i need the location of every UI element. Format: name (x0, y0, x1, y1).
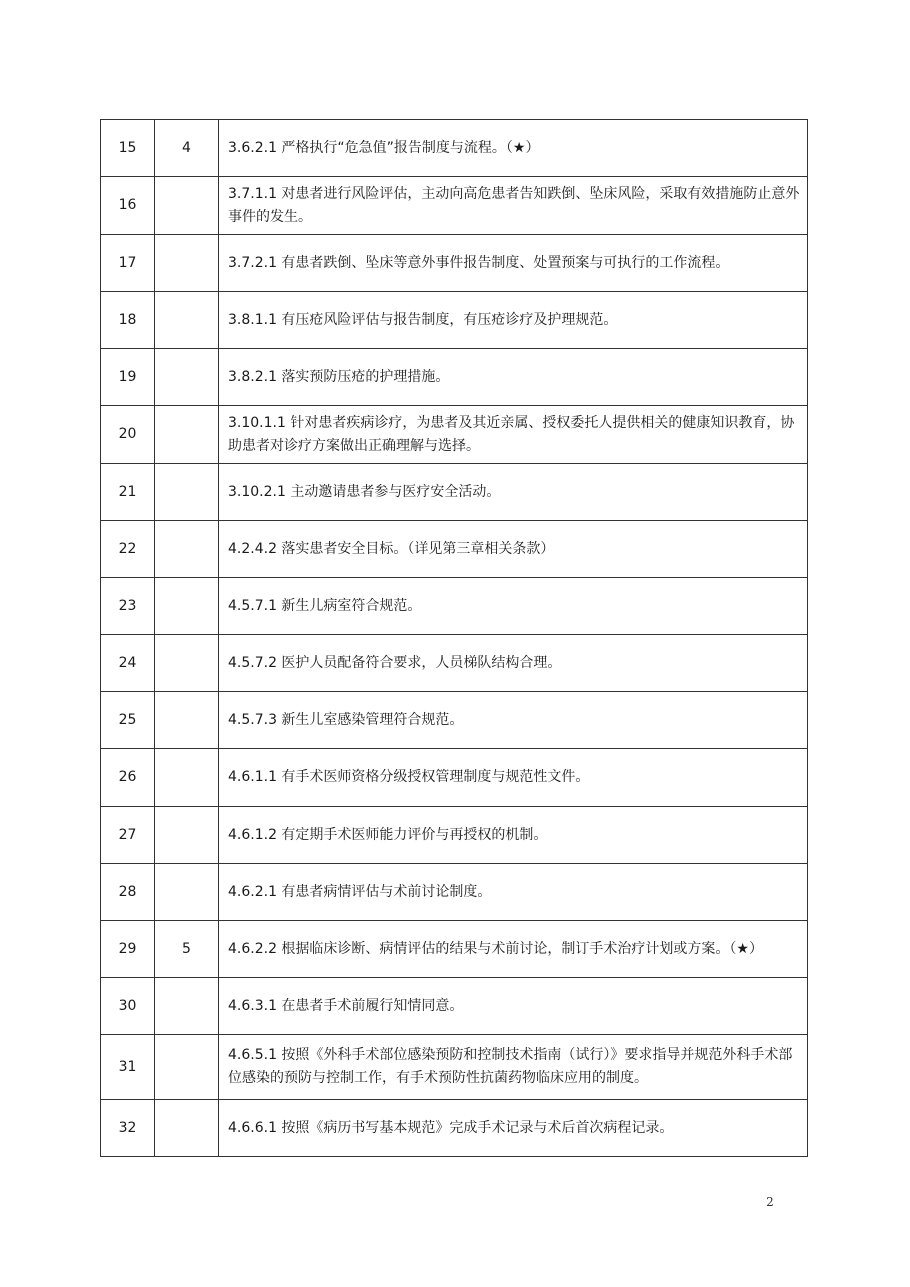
row-score-cell (155, 1035, 219, 1100)
row-number-cell: 31 (101, 1035, 155, 1100)
row-clause-cell: 4.6.2.1 有患者病情评估与术前讨论制度。 (219, 864, 808, 921)
row-number-cell: 30 (101, 978, 155, 1035)
row-clause-cell: 3.7.2.1 有患者跌倒、坠床等意外事件报告制度、处置预案与可执行的工作流程。 (219, 235, 808, 292)
table-row (101, 749, 808, 807)
row-clause-cell: 3.10.2.1 主动邀请患者参与医疗安全活动。 (219, 464, 808, 521)
row-score-cell (155, 521, 219, 578)
table-row (101, 978, 808, 1035)
row-score-cell (155, 635, 219, 692)
row-score-cell (155, 578, 219, 635)
table-row (101, 635, 808, 692)
table-row (101, 406, 808, 464)
row-number-cell: 32 (101, 1100, 155, 1157)
row-number-cell: 19 (101, 349, 155, 406)
table-row (101, 921, 808, 978)
row-number-cell: 21 (101, 464, 155, 521)
row-score-cell (155, 464, 219, 521)
row-clause-cell: 4.6.2.2 根据临床诊断、病情评估的结果与术前讨论，制订手术治疗计划或方案。（★） (219, 921, 808, 978)
row-clause-cell: 4.6.5.1 按照《外科手术部位感染预防和控制技术指南（试行）》要求指导并规范外科手术部位感染的预防与控制工作，有手术预防性抗菌药物临床应用的制度。 (219, 1035, 808, 1100)
row-score-cell (155, 692, 219, 749)
standards-table-body (101, 120, 808, 1157)
table-row (101, 177, 808, 235)
row-number-cell: 18 (101, 292, 155, 349)
row-score-cell (155, 349, 219, 406)
row-clause-cell: 4.6.3.1 在患者手术前履行知情同意。 (219, 978, 808, 1035)
row-score-cell (155, 1100, 219, 1157)
row-number-cell: 17 (101, 235, 155, 292)
row-number-cell: 20 (101, 406, 155, 464)
row-clause-cell: 4.2.4.2 落实患者安全目标。（详见第三章相关条款） (219, 521, 808, 578)
row-clause-cell: 3.10.1.1 针对患者疾病诊疗，为患者及其近亲属、授权委托人提供相关的健康知识教育，协助患者对诊疗方案做出正确理解与选择。 (219, 406, 808, 464)
table-row (101, 864, 808, 921)
row-number-cell: 15 (101, 120, 155, 177)
table-row (101, 235, 808, 292)
row-number-cell: 16 (101, 177, 155, 235)
row-score-cell (155, 749, 219, 807)
table-row (101, 807, 808, 864)
row-clause-cell: 4.6.1.1 有手术医师资格分级授权管理制度与规范性文件。 (219, 749, 808, 807)
row-score-cell (155, 978, 219, 1035)
row-number-cell: 26 (101, 749, 155, 807)
standards-table (100, 119, 808, 1157)
row-clause-cell: 4.6.1.2 有定期手术医师能力评价与再授权的机制。 (219, 807, 808, 864)
row-clause-cell: 3.7.1.1 对患者进行风险评估，主动向高危患者告知跌倒、坠床风险，采取有效措施防止意外事件的发生。 (219, 177, 808, 235)
page-number: 2 (766, 1195, 774, 1209)
row-number-cell: 29 (101, 921, 155, 978)
table-row (101, 521, 808, 578)
row-score-cell: 4 (155, 120, 219, 177)
row-number-cell: 25 (101, 692, 155, 749)
row-clause-cell: 4.5.7.2 医护人员配备符合要求，人员梯队结构合理。 (219, 635, 808, 692)
row-clause-cell: 3.8.1.1 有压疮风险评估与报告制度，有压疮诊疗及护理规范。 (219, 292, 808, 349)
row-score-cell (155, 406, 219, 464)
row-score-cell: 5 (155, 921, 219, 978)
table-row (101, 692, 808, 749)
table-row (101, 349, 808, 406)
table-row (101, 1100, 808, 1157)
table-row (101, 120, 808, 177)
row-score-cell (155, 292, 219, 349)
row-score-cell (155, 235, 219, 292)
row-number-cell: 28 (101, 864, 155, 921)
row-number-cell: 27 (101, 807, 155, 864)
row-score-cell (155, 807, 219, 864)
row-clause-cell: 3.8.2.1 落实预防压疮的护理措施。 (219, 349, 808, 406)
row-score-cell (155, 177, 219, 235)
table-row (101, 578, 808, 635)
row-clause-cell: 4.6.6.1 按照《病历书写基本规范》完成手术记录与术后首次病程记录。 (219, 1100, 808, 1157)
row-number-cell: 24 (101, 635, 155, 692)
row-number-cell: 23 (101, 578, 155, 635)
row-score-cell (155, 864, 219, 921)
row-clause-cell: 4.5.7.1 新生儿病室符合规范。 (219, 578, 808, 635)
table-row (101, 292, 808, 349)
row-number-cell: 22 (101, 521, 155, 578)
row-clause-cell: 4.5.7.3 新生儿室感染管理符合规范。 (219, 692, 808, 749)
table-row (101, 464, 808, 521)
table-row (101, 1035, 808, 1100)
row-clause-cell: 3.6.2.1 严格执行“危急值”报告制度与流程。（★） (219, 120, 808, 177)
